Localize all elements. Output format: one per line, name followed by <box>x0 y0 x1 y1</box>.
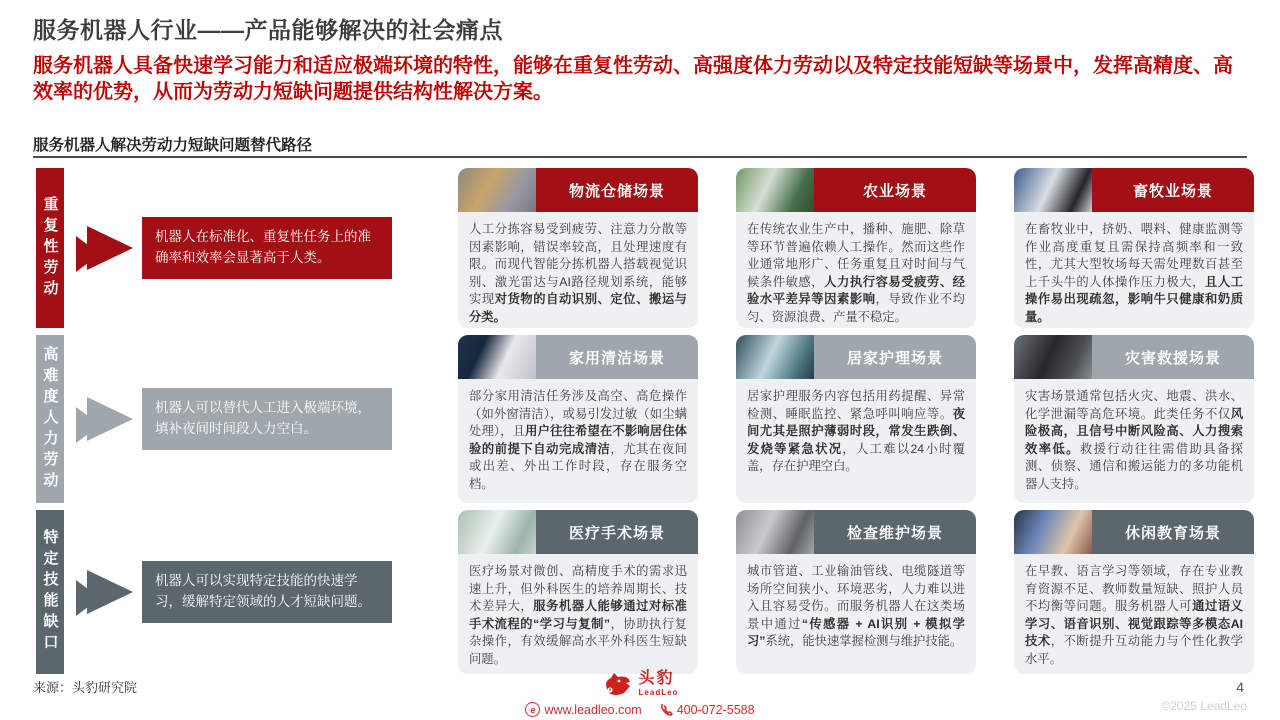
card-title-banner <box>536 168 698 212</box>
card-title: 畜牧业场景 <box>1132 182 1213 200</box>
section-title: 服务机器人解决劳动力短缺问题替代路径 <box>33 137 313 154</box>
card-title-banner <box>1092 335 1254 379</box>
card-body: 居家护理服务内容包括用药提醒、异常检测、睡眠监控、紧急呼叫响应等。夜间尤其是照护薄弱时段，常发生跌倒、发烧等紧急状况，人工难以24小时覆盖，存在护理空白。 <box>747 389 965 474</box>
card-title-banner <box>814 335 976 379</box>
logo-text <box>639 671 679 697</box>
agriculture-photo <box>736 168 814 212</box>
scenario-card <box>736 510 976 674</box>
card-title-banner <box>536 335 698 379</box>
scenario-card <box>458 168 698 328</box>
card-title: 家用清洁场景 <box>568 349 665 367</box>
home-care-photo <box>736 335 814 379</box>
row-lead-box: 机器人可以替代人工进入极端环境，填补夜间时间段人力空白。 <box>142 388 392 450</box>
pathway-row <box>0 168 1280 328</box>
leadleo-logo <box>0 671 1280 697</box>
page-subtitle: 服务机器人具备快速学习能力和适应极端环境的特性，能够在重复性劳动、高强度体力劳动以及特定技能短缺等场景中，发挥高精度、高效率的优势，从而为劳动力短缺问题提供结构性解决方案。 <box>33 55 1233 104</box>
row-lead-box: 机器人可以实现特定技能的快速学习，缓解特定领域的人才短缺问题。 <box>142 561 392 623</box>
phone-item[interactable] <box>660 703 755 717</box>
card-title-banner <box>814 168 976 212</box>
card-header <box>458 168 698 212</box>
section-divider <box>33 156 1247 158</box>
card-title: 居家护理场景 <box>846 349 943 367</box>
double-arrow-right-icon <box>76 395 134 443</box>
card-body: 人工分拣容易受到疲劳、注意力分散等因素影响，错误率较高，且处理速度有限。而现代智能分拣机器人搭载视觉识别、激光雷达与AI路径规划系统，能够实现对货物的自动识别、定位、搬运与分类。 <box>469 222 687 324</box>
card-body: 部分家用清洁任务涉及高空、高危操作（如外窗清洁），或易引发过敏（如尘螨处理），且用户往往希望在不影响居住体验的前提下自动完成清洁，尤其在夜间或出差、外出工作时段，存在服务空档。 <box>469 389 687 491</box>
card-header <box>458 510 698 554</box>
scenario-card <box>458 335 698 503</box>
scenario-card <box>736 335 976 503</box>
row-lead-box: 机器人在标准化、重复性任务上的准确率和效率会显著高于人类。 <box>142 217 392 279</box>
row-cards <box>458 168 1254 328</box>
leadleo-leopard-icon <box>602 671 632 697</box>
header <box>33 12 1247 106</box>
page-title: 服务机器人行业——产品能够解决的社会痛点 <box>33 17 503 43</box>
card-title: 农业场景 <box>862 182 927 200</box>
logistics-warehouse-photo <box>458 168 536 212</box>
card-header <box>1014 510 1254 554</box>
card-body: 在传统农业生产中，播种、施肥、除草等环节普遍依赖人工操作。然而这些作业通常地形广、任务重复且对时间与气候条件敏感，人力执行容易受疲劳、经验水平差异等因素影响，导致作业不均匀、资源浪费、产量不稳定。 <box>747 222 965 324</box>
leisure-education-photo <box>1014 510 1092 554</box>
card-body: 灾害场景通常包括火灾、地震、洪水、化学泄漏等高危环境。此类任务不仅风险极高，且信号中断风险高、人力搜索效率低。救援行动往往需借助具备探测、侦察、通信和搬运能力的多功能机器人支持。 <box>1025 389 1243 491</box>
website-link[interactable]: www.leadleo.com <box>544 702 642 717</box>
card-title-banner <box>1092 510 1254 554</box>
pathway-row <box>0 335 1280 503</box>
phone-icon <box>660 703 673 716</box>
card-title-banner <box>814 510 976 554</box>
phone-number[interactable]: 400-072-5588 <box>676 702 755 717</box>
card-header <box>1014 335 1254 379</box>
email-web-icon: e <box>525 702 540 717</box>
source-note: 来源：头豹研究院 <box>33 680 138 695</box>
card-header <box>736 168 976 212</box>
row-label: 特定技能缺口 <box>36 510 64 674</box>
logo-cn: 头豹 <box>638 670 675 687</box>
scenario-card <box>1014 335 1254 503</box>
copyright: ©2025 LeadLeo <box>1161 699 1247 713</box>
disaster-rescue-photo <box>1014 335 1092 379</box>
scenario-card <box>1014 510 1254 674</box>
scenario-card <box>736 168 976 328</box>
card-title: 灾害救援场景 <box>1124 349 1221 367</box>
rows <box>0 168 1280 674</box>
scenario-card <box>458 510 698 674</box>
double-arrow-right-icon <box>76 224 134 272</box>
row-cards <box>458 335 1254 503</box>
card-body: 医疗场景对微创、高精度手术的需求迅速上升，但外科医生的培养周期长、技术差异大，服务机器人能够通过对标准手术流程的“学习与复制”，协助执行复杂操作，有效缓解高水平外科医生短缺问题。 <box>469 564 687 666</box>
pathway-row <box>0 510 1280 674</box>
inspection-maintenance-photo <box>736 510 814 554</box>
card-title-banner <box>536 510 698 554</box>
medical-surgery-photo <box>458 510 536 554</box>
card-header <box>1014 168 1254 212</box>
card-title: 休闲教育场景 <box>1124 524 1221 542</box>
card-body: 在畜牧业中，挤奶、喂料、健康监测等作业高度重复且需保持高频率和一致性，尤其大型牧场每天需处理数百甚至上千头牛的人体操作压力极大，且人工操作易出现疏忽，影响牛只健康和奶质量。 <box>1025 222 1243 324</box>
card-title-banner <box>1092 168 1254 212</box>
page-number: 4 <box>1236 679 1244 695</box>
home-cleaning-photo <box>458 335 536 379</box>
livestock-photo <box>1014 168 1092 212</box>
card-title: 医疗手术场景 <box>568 524 665 542</box>
card-header <box>458 335 698 379</box>
contact-bar <box>0 702 1280 717</box>
scenario-card <box>1014 168 1254 328</box>
card-title: 物流仓储场景 <box>568 182 665 200</box>
card-header <box>736 335 976 379</box>
card-header <box>736 510 976 554</box>
card-title: 检查维护场景 <box>846 524 943 542</box>
row-label: 高难度人力劳动 <box>36 335 64 503</box>
card-body: 在早教、语言学习等领域，存在专业教育资源不足、教师数量短缺、照护人员不均衡等问题。服务机器人可通过语义学习、语音识别、视觉跟踪等多模态AI技术，不断提升互动能力与个性化教学水平。 <box>1025 564 1243 666</box>
card-body: 城市管道、工业输油管线、电缆隧道等场所空间狭小、环境恶劣，人力难以进入且容易受伤。而服务机器人在这类场景中通过“传感器 + AI识别 + 模拟学习”系统，能快速掌握检测与维护技能。 <box>747 564 965 649</box>
logo-en: LeadLeo <box>638 688 679 697</box>
double-arrow-right-icon <box>76 568 134 616</box>
website-item[interactable] <box>525 702 641 717</box>
row-cards <box>458 510 1254 674</box>
row-label: 重复性劳动 <box>36 168 64 328</box>
